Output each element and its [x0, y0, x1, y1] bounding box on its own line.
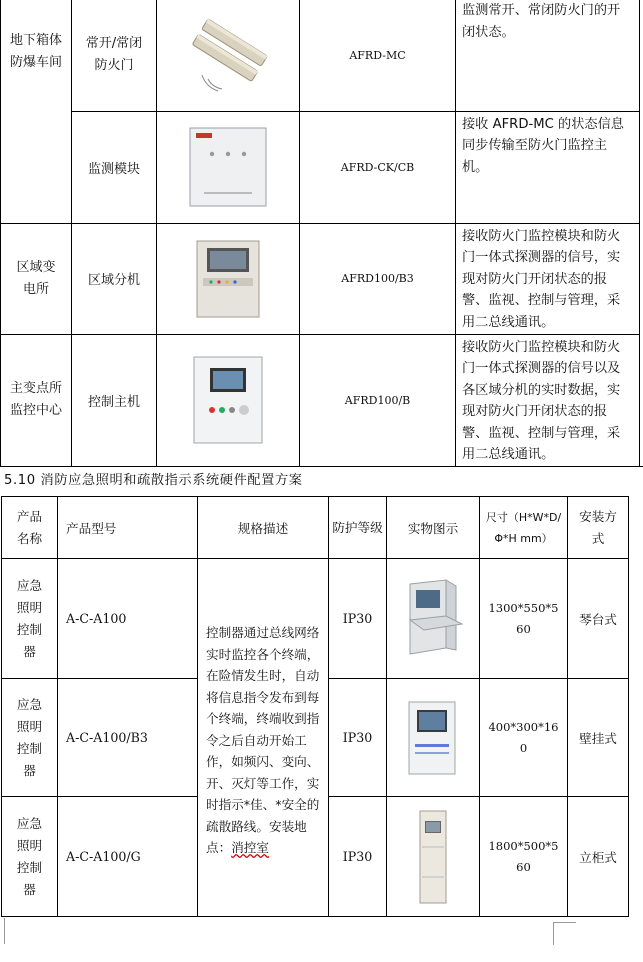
spec-cell — [198, 559, 329, 917]
monitor-module-image — [186, 124, 270, 210]
header-ip: 防护等级 — [329, 497, 387, 559]
area-cell — [1, 334, 72, 466]
description-text: 接收防火门监控模块和防火门一体式探测器的信号，实现对防火门开闭状态的报警、监视、控制与管理，采用二总线通讯。 — [462, 228, 621, 330]
model-value: AFRD-CK/CB — [340, 160, 415, 174]
description-text: 接收 AFRD-MC 的状态信息同步传输至防火门监控主机。 — [462, 116, 624, 175]
spec-text: 控制器通过总线网络实时监控各个终端，在险情发生时，自动将信息指令发布到每个终端，终端收到指令之后自动开始工作，如频闪、变向、开、灭灯等工作，实时指示*佳、*安全的疏散路线。安装地点： — [206, 625, 320, 856]
size-cell: 1300*550*560 — [480, 559, 568, 679]
area-label: 主变点所监控中心 — [9, 381, 62, 418]
cabinet-controller-image — [408, 807, 458, 907]
product-image-cell — [157, 0, 300, 111]
table-header-row — [2, 497, 629, 559]
page-corner-mark-left — [4, 918, 5, 944]
product-name-cell — [72, 111, 157, 223]
area-label: 地下箱体防爆车间 — [9, 33, 62, 71]
description-cell — [456, 334, 640, 466]
size-cell: 1800*500*560 — [480, 797, 568, 917]
description-cell — [456, 223, 640, 334]
description-text: 监测常开、常闭防火门的开闭状态。 — [462, 3, 621, 40]
header-image: 实物图示 — [387, 497, 480, 559]
area-label: 区域变电所 — [16, 259, 56, 297]
control-host-image — [190, 354, 266, 446]
spec-location: 消控室 — [231, 840, 269, 856]
model-cell — [300, 111, 456, 223]
model-value: AFRD100/B3 — [341, 272, 414, 285]
emergency-lighting-table — [1, 496, 629, 917]
product-name-cell — [72, 0, 157, 111]
product-name-cell: 应急照明控制器 — [2, 559, 58, 679]
product-image-cell — [387, 559, 480, 679]
page-corner-mark-right — [553, 922, 576, 945]
table-row — [1, 0, 640, 111]
product-image-cell — [387, 797, 480, 917]
product-name: 常开/常闭防火门 — [85, 36, 143, 74]
wall-mount-controller-image — [401, 696, 465, 780]
area-cell — [1, 223, 72, 334]
model-value: AFRD-MC — [349, 48, 406, 62]
table-row — [1, 223, 640, 334]
ip-cell: IP30 — [329, 559, 387, 679]
console-controller-image — [398, 578, 468, 660]
mount-cell: 壁挂式 — [568, 679, 629, 797]
magnetic-door-sensor-image — [178, 15, 278, 95]
section-caption: 5.10 消防应急照明和疏散指示系统硬件配置方案 — [4, 473, 303, 488]
ip-cell: IP30 — [329, 679, 387, 797]
model-cell: A-C-A100/G — [58, 797, 198, 917]
product-name: 控制主机 — [87, 394, 140, 410]
size-cell: 400*300*160 — [480, 679, 568, 797]
section-divider — [0, 466, 643, 467]
description-cell — [456, 0, 640, 111]
area-extension-image — [193, 238, 263, 320]
door-monitor-table — [0, 0, 640, 467]
model-cell — [300, 223, 456, 334]
header-model: 产品型号 — [58, 497, 198, 559]
model-cell: A-C-A100 — [58, 559, 198, 679]
ip-cell: IP30 — [329, 797, 387, 917]
table-row — [1, 334, 640, 466]
area-cell — [1, 0, 72, 223]
table-row — [1, 111, 640, 223]
product-image-cell — [387, 679, 480, 797]
product-image-cell — [157, 223, 300, 334]
model-value: AFRD100/B — [344, 393, 411, 407]
product-image-cell — [157, 111, 300, 223]
description-cell — [456, 111, 640, 223]
mount-cell: 立柜式 — [568, 797, 629, 917]
product-image-cell — [157, 334, 300, 466]
table-row — [2, 559, 629, 679]
model-cell — [300, 334, 456, 466]
model-cell: A-C-A100/B3 — [58, 679, 198, 797]
mount-cell: 琴台式 — [568, 559, 629, 679]
product-name-cell — [72, 223, 157, 334]
product-name-cell: 应急照明控制器 — [2, 679, 58, 797]
header-size: 尺寸（H*W*D/Φ*H mm） — [480, 497, 568, 559]
product-name-cell — [72, 334, 157, 466]
product-name: 监测模块 — [87, 161, 140, 177]
model-cell — [300, 0, 456, 111]
description-text: 接收防火门监控模块和防火门一体式探测器的信号以及各区域分机的实时数据，实现对防火门开闭状态的报警、监视、控制与管理，采用二总线通讯。 — [462, 339, 621, 462]
header-spec: 规格描述 — [198, 497, 329, 559]
product-name: 区域分机 — [87, 273, 140, 288]
product-name-cell: 应急照明控制器 — [2, 797, 58, 917]
header-mount: 安装方式 — [568, 497, 629, 559]
header-name: 产品名称 — [2, 497, 58, 559]
